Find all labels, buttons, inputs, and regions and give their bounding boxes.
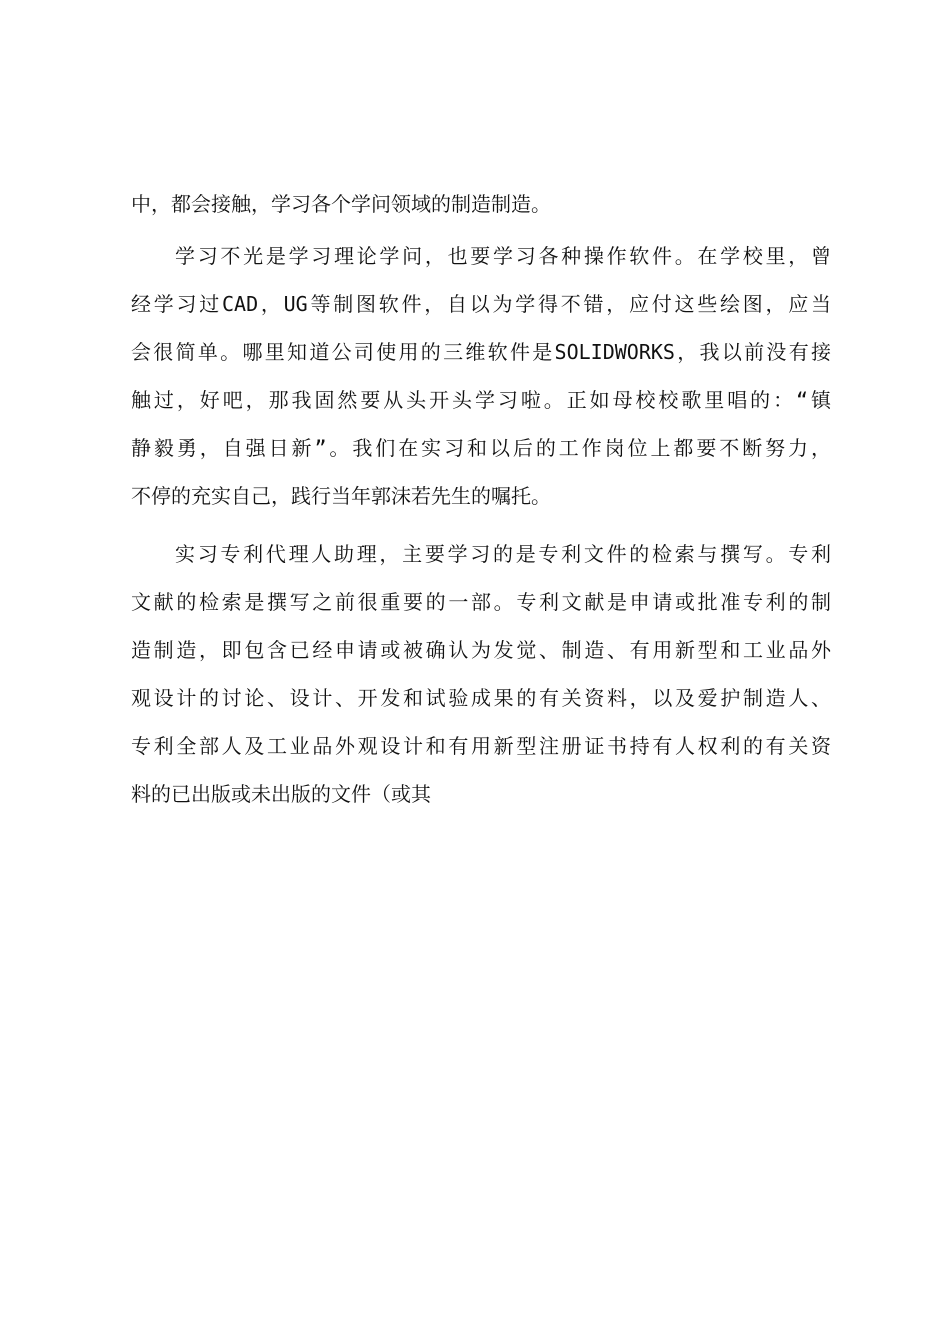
paragraph-3-line-3: 造制造，即包含已经申请或被确认为发觉、制造、有用新型和工业品外	[131, 638, 831, 662]
paragraph-2-line-1: 学习不光是学习理论学问，也要学习各种操作软件。在学校里，曾	[175, 244, 831, 268]
paragraph-2-line-4: 触过，好吧，那我固然要从头开头学习啦。正如母校校歌里唱的：“镇	[131, 388, 831, 412]
paragraph-2-line-5: 静毅勇，自强日新”。我们在实习和以后的工作岗位上都要不断努力，	[131, 436, 831, 460]
paragraph-3-line-1: 实习专利代理人助理，主要学习的是专利文件的检索与撰写。专利	[175, 542, 831, 566]
paragraph-2-line-6: 不停的充实自己，践行当年郭沫若先生的嘱托。	[131, 484, 551, 508]
paragraph-2-line-3: 会很简单。哪里知道公司使用的三维软件是SOLIDWORKS，我以前没有接	[131, 340, 831, 364]
paragraph-3-line-4: 观设计的讨论、设计、开发和试验成果的有关资料，以及爱护制造人、	[131, 686, 831, 710]
paragraph-2-line-2: 经学习过CAD，UG等制图软件，自以为学得不错，应付这些绘图，应当	[131, 292, 831, 316]
paragraph-3-line-6: 料的已出版或未出版的文件（或其	[131, 782, 431, 806]
paragraph-1-line-1: 中，都会接触，学习各个学问领域的制造制造。	[131, 192, 551, 216]
paragraph-3-line-2: 文献的检索是撰写之前很重要的一部。专利文献是申请或批准专利的制	[131, 590, 831, 614]
paragraph-3-line-5: 专利全部人及工业品外观设计和有用新型注册证书持有人权利的有关资	[131, 734, 831, 758]
